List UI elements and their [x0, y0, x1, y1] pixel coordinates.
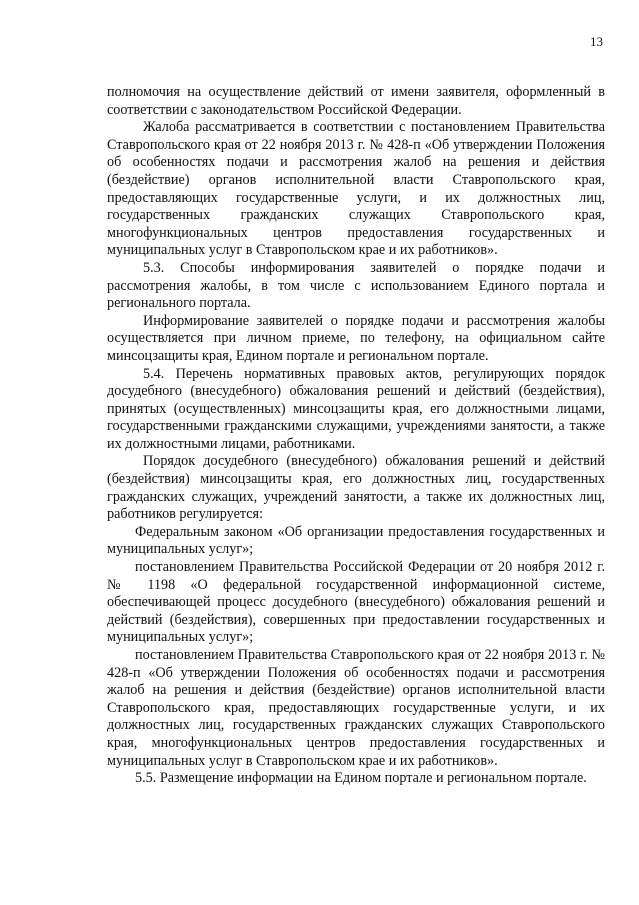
page-number: 13 — [590, 34, 603, 49]
section-5-3-heading: 5.3. Способы информирования заявителей о порядке подачи и рассмотрения жалобы, в том числе с использованием Единого портала и регионального портала. — [107, 259, 605, 312]
paragraph-complaint-review-basis: Жалоба рассматривается в соответствии с постановлением Правительства Ставропольского края от 22 ноября 2013 г. № 428-п «Об утверждении Положения об особенностях подачи и рассмотрения жалоб на решения и действия (бездействие) органов исполнительной власти Ставропольского края, предоставляющих государственные услуги, и их должностных лиц, государственных гражданских служащих Ставропольского края, многофункциональных центров предоставления государственных и муниципальных услуг в Ставропольском крае и их работников». — [107, 119, 605, 259]
list-item-stavropol-government-resolution: постановлением Правительства Ставропольского края от 22 ноября 2013 г. № 428-п «Об утверждении Положения об особенностях подачи и рассмотрения жалоб на решения и действия (бездействие) органов исполнительной власти Ставропольского края, предоставляющих государственные услуги, и их должностных лиц, государственных гражданских служащих Ставропольского края, многофункциональных центров предоставления государственных и муниципальных услуг в Ставропольском крае и их работников». — [107, 647, 605, 769]
list-item-rf-government-resolution: постановлением Правительства Российской Федерации от 20 ноября 2012 г. № 1198 «О федеральной государственной информационной системе, обеспечивающей процесс досудебного (внесудебного) обжалования решений и действий (бездействия), совершенных при предоставлении государственных и муниципальных услуг»; — [107, 559, 605, 646]
paragraph-authority-document: полномочия на осуществление действий от имени заявителя, оформленный в соответствии с законодательством Российской Федерации. — [107, 84, 605, 118]
document-body — [107, 84, 605, 788]
section-5-4-heading: 5.4. Перечень нормативных правовых актов, регулирующих порядок досудебного (внесудебного) обжалования решений и действий (бездействия), принятых (осуществленных) минсоцзащиты края, его должностными лицами, государственными гражданскими служащими, учреждениями занятости, а также их должностными лицами, работниками. — [107, 365, 605, 452]
paragraph-appeal-regulation: Порядок досудебного (внесудебного) обжалования решений и действий (бездействия) минсоцзащиты края, его должностных лиц, государственных гражданских служащих, учреждений занятости, а также их должностных лиц, работников регулируется: — [107, 453, 605, 523]
list-item-federal-law: Федеральным законом «Об организации предоставления государственных и муниципальных услуг»; — [107, 523, 605, 558]
section-5-5-heading: 5.5. Размещение информации на Едином портале и региональном портале. — [135, 770, 587, 787]
paragraph-informing-methods: Информирование заявителей о порядке подачи и рассмотрения жалобы осуществляется при личном приеме, по телефону, на официальном сайте минсоцзащиты края, Едином портале и региональном портале. — [107, 312, 605, 364]
